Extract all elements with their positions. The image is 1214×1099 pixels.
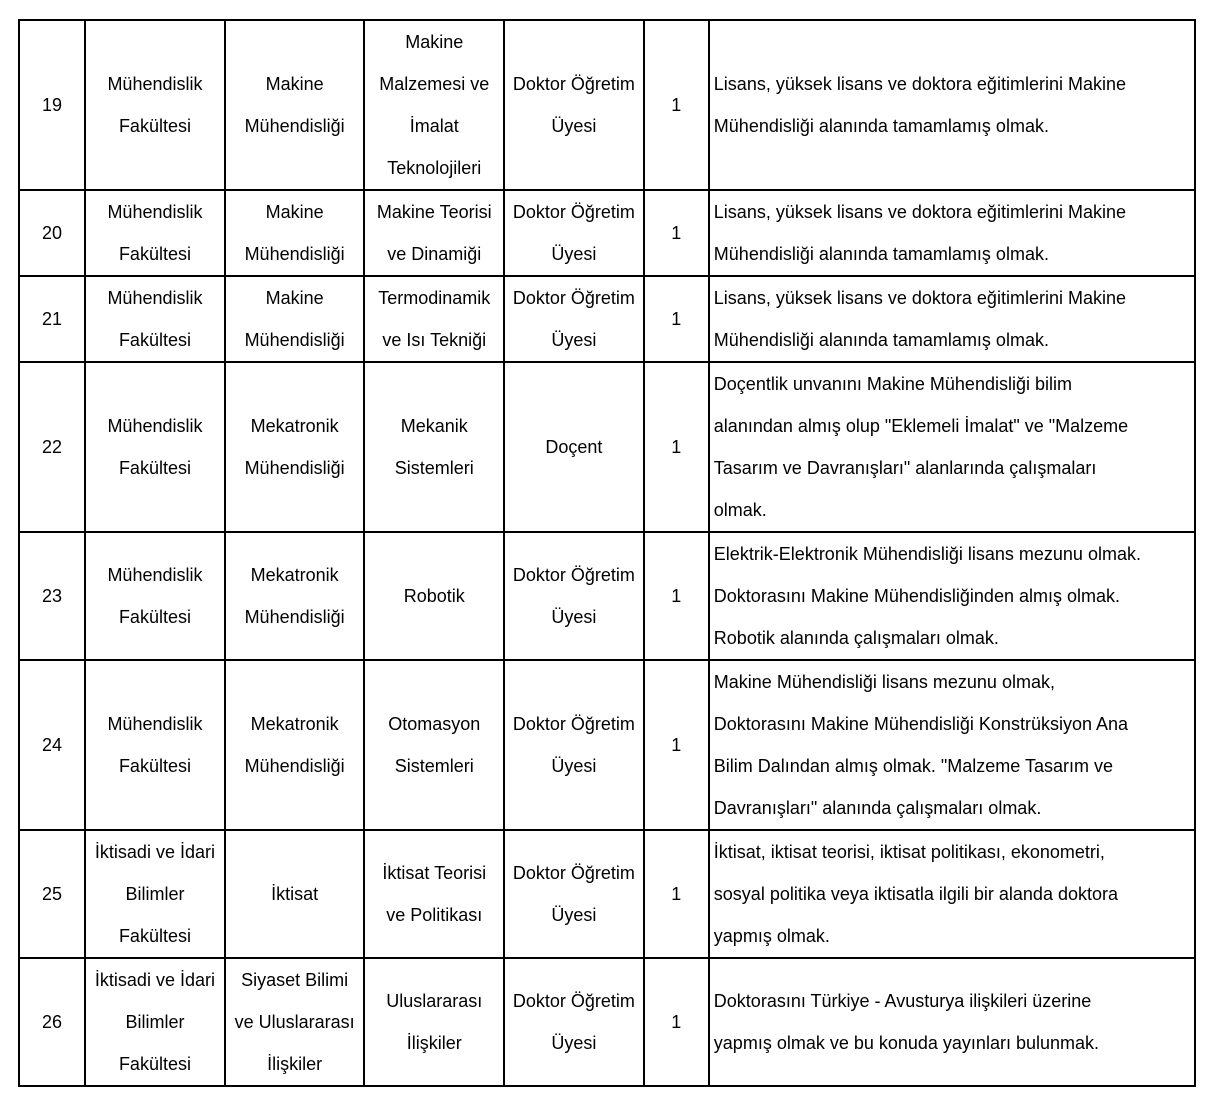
- faculty-line: Mühendislik: [107, 416, 203, 436]
- faculty-cell: [85, 958, 225, 1086]
- academic-title-cell: [504, 660, 644, 830]
- academic-title-line: Doktor Öğretim: [512, 863, 635, 883]
- field-cell: [364, 660, 504, 830]
- academic-title-line: Üyesi: [551, 607, 597, 627]
- academic-title-line: Doktor Öğretim: [512, 714, 635, 734]
- field-line: Makine Teorisi: [376, 202, 492, 222]
- field-line: ve Politikası: [386, 905, 483, 925]
- row-number-cell: 21: [19, 276, 85, 362]
- department-line: Mühendisliği: [244, 330, 345, 350]
- faculty-line: Mühendislik: [107, 714, 203, 734]
- faculty-line: Fakültesi: [118, 330, 191, 350]
- requirement-line: sosyal politika veya iktisatla ilgili bir alanda doktora: [713, 884, 1118, 904]
- row-number-cell: 20: [19, 190, 85, 276]
- field-cell: [364, 532, 504, 660]
- table-row: [19, 532, 1195, 660]
- table-row: [19, 660, 1195, 830]
- field-line: Sistemleri: [394, 458, 474, 478]
- academic-title-line: Üyesi: [551, 905, 597, 925]
- academic-title-line: Doktor Öğretim: [512, 74, 635, 94]
- faculty-line: Fakültesi: [118, 1054, 191, 1074]
- faculty-line: Fakültesi: [118, 756, 191, 776]
- department-line: Makine: [265, 74, 324, 94]
- requirement-cell: [709, 362, 1195, 532]
- faculty-line: Mühendislik: [107, 202, 203, 222]
- requirement-line: Doktorasını Makine Mühendisliğinden almış olmak.: [713, 586, 1120, 606]
- row-number-cell: 19: [19, 20, 85, 190]
- field-line: Termodinamik: [378, 288, 491, 308]
- row-number-cell: 25: [19, 830, 85, 958]
- department-cell: [225, 190, 365, 276]
- academic-title-line: Üyesi: [551, 116, 597, 136]
- department-line: Makine: [265, 202, 324, 222]
- table-row: [19, 190, 1195, 276]
- table-row: [19, 958, 1195, 1086]
- requirement-line: Tasarım ve Davranışları" alanlarında çalışmaları: [713, 458, 1097, 478]
- field-line: ve Dinamiği: [387, 244, 482, 264]
- department-line: Mekatronik: [250, 416, 339, 436]
- requirement-line: Lisans, yüksek lisans ve doktora eğitimlerini Makine: [713, 288, 1126, 308]
- department-cell: [225, 660, 365, 830]
- faculty-cell: [85, 660, 225, 830]
- faculty-line: Mühendislik: [107, 565, 203, 585]
- faculty-cell: [85, 362, 225, 532]
- department-line: Siyaset Bilimi: [241, 970, 349, 990]
- faculty-line: Fakültesi: [118, 116, 191, 136]
- field-line: İlişkiler: [406, 1033, 462, 1053]
- position-count-cell: 1: [644, 276, 709, 362]
- position-count-cell: 1: [644, 830, 709, 958]
- academic-title-cell: [504, 20, 644, 190]
- position-count-cell: 1: [644, 20, 709, 190]
- field-cell: [364, 190, 504, 276]
- field-line: Teknolojileri: [387, 158, 482, 178]
- requirement-line: Robotik alanında çalışmaları olmak.: [713, 628, 999, 648]
- faculty-line: Bilimler: [125, 884, 185, 904]
- field-cell: [364, 20, 504, 190]
- field-line: Malzemesi ve: [379, 74, 490, 94]
- field-line: ve Isı Tekniği: [382, 330, 487, 350]
- academic-title-line: Doktor Öğretim: [512, 202, 635, 222]
- department-cell: [225, 958, 365, 1086]
- faculty-line: Fakültesi: [118, 244, 191, 264]
- academic-title-cell: [504, 958, 644, 1086]
- academic-title-line: Üyesi: [551, 1033, 597, 1053]
- requirement-cell: [709, 958, 1195, 1086]
- requirement-line: Lisans, yüksek lisans ve doktora eğitimlerini Makine: [713, 202, 1126, 222]
- row-number-cell: 26: [19, 958, 85, 1086]
- department-cell: [225, 20, 365, 190]
- position-count-cell: 1: [644, 532, 709, 660]
- table-row: [19, 276, 1195, 362]
- requirement-line: Lisans, yüksek lisans ve doktora eğitimlerini Makine: [713, 74, 1126, 94]
- position-count-cell: 1: [644, 660, 709, 830]
- academic-title-line: Doktor Öğretim: [512, 288, 635, 308]
- field-cell: [364, 830, 504, 958]
- field-line: Sistemleri: [394, 756, 474, 776]
- table-row: [19, 362, 1195, 532]
- field-line: Mekanik: [400, 416, 468, 436]
- requirement-cell: [709, 190, 1195, 276]
- field-line: Otomasyon: [388, 714, 481, 734]
- academic-title-cell: [504, 276, 644, 362]
- department-line: Mühendisliği: [244, 458, 345, 478]
- department-cell: [225, 532, 365, 660]
- department-line: Mekatronik: [250, 565, 339, 585]
- academic-title-line: Doktor Öğretim: [512, 565, 635, 585]
- field-cell: [364, 362, 504, 532]
- faculty-cell: [85, 276, 225, 362]
- row-number-cell: 23: [19, 532, 85, 660]
- faculty-cell: [85, 190, 225, 276]
- requirement-line: Doçentlik unvanını Makine Mühendisliği bilim: [713, 374, 1072, 394]
- field-line: Makine: [405, 32, 464, 52]
- requirement-line: yapmış olmak.: [713, 926, 830, 946]
- faculty-line: İktisadi ve İdari: [94, 970, 215, 990]
- staff-positions-table: [18, 19, 1196, 1087]
- academic-title-cell: [504, 532, 644, 660]
- academic-title-cell: [504, 190, 644, 276]
- requirement-line: yapmış olmak ve bu konuda yayınları bulunmak.: [713, 1033, 1099, 1053]
- requirement-line: Davranışları" alanında çalışmaları olmak.: [713, 798, 1042, 818]
- requirement-line: olmak.: [713, 500, 767, 520]
- requirement-line: Doktorasını Makine Mühendisliği Konstrüksiyon Ana: [713, 714, 1129, 734]
- requirement-line: Bilim Dalından almış olmak. "Malzeme Tasarım ve: [713, 756, 1113, 776]
- row-number-cell: 22: [19, 362, 85, 532]
- requirement-line: İktisat, iktisat teorisi, iktisat politikası, ekonometri,: [713, 842, 1105, 862]
- requirement-line: Doktorasını Türkiye - Avusturya ilişkileri üzerine: [713, 991, 1092, 1011]
- table-row: [19, 20, 1195, 190]
- requirement-line: alanından almış olup "Eklemeli İmalat" ve "Malzeme: [713, 416, 1129, 436]
- faculty-line: Mühendislik: [107, 288, 203, 308]
- faculty-line: Fakültesi: [118, 458, 191, 478]
- requirement-cell: [709, 276, 1195, 362]
- position-count-cell: 1: [644, 958, 709, 1086]
- field-cell: [364, 276, 504, 362]
- department-line: Mühendisliği: [244, 244, 345, 264]
- department-cell: [225, 276, 365, 362]
- faculty-cell: [85, 20, 225, 190]
- department-line: Mühendisliği: [244, 607, 345, 627]
- field-line: İktisat Teorisi: [382, 863, 487, 883]
- department-line: Mekatronik: [250, 714, 339, 734]
- requirement-cell: [709, 660, 1195, 830]
- academic-title-cell: [504, 830, 644, 958]
- faculty-cell: [85, 532, 225, 660]
- academic-title-line: Doçent: [545, 437, 603, 457]
- faculty-line: Fakültesi: [118, 926, 191, 946]
- department-line: İlişkiler: [267, 1054, 323, 1074]
- requirement-cell: [709, 830, 1195, 958]
- field-line: Uluslararası: [386, 991, 483, 1011]
- table-body: [19, 20, 1195, 1086]
- row-number-cell: 24: [19, 660, 85, 830]
- table-row: [19, 830, 1195, 958]
- department-cell: [225, 830, 365, 958]
- department-line: ve Uluslararası: [234, 1012, 355, 1032]
- department-cell: [225, 362, 365, 532]
- requirement-line: Mühendisliği alanında tamamlamış olmak.: [713, 244, 1049, 264]
- academic-title-line: Üyesi: [551, 756, 597, 776]
- requirement-cell: [709, 20, 1195, 190]
- field-cell: [364, 958, 504, 1086]
- position-count-cell: 1: [644, 362, 709, 532]
- faculty-cell: [85, 830, 225, 958]
- faculty-line: İktisadi ve İdari: [94, 842, 215, 862]
- department-line: İktisat: [271, 884, 319, 904]
- field-line: Robotik: [403, 586, 465, 606]
- requirement-line: Elektrik-Elektronik Mühendisliği lisans mezunu olmak.: [713, 544, 1141, 564]
- requirement-line: Makine Mühendisliği lisans mezunu olmak,: [713, 672, 1055, 692]
- faculty-line: Bilimler: [125, 1012, 185, 1032]
- academic-title-line: Üyesi: [551, 330, 597, 350]
- academic-title-cell: [504, 362, 644, 532]
- department-line: Makine: [265, 288, 324, 308]
- department-line: Mühendisliği: [244, 116, 345, 136]
- requirement-line: Mühendisliği alanında tamamlamış olmak.: [713, 330, 1049, 350]
- requirement-line: Mühendisliği alanında tamamlamış olmak.: [713, 116, 1049, 136]
- field-line: İmalat: [409, 116, 459, 136]
- academic-title-line: Doktor Öğretim: [512, 991, 635, 1011]
- position-count-cell: 1: [644, 190, 709, 276]
- requirement-cell: [709, 532, 1195, 660]
- department-line: Mühendisliği: [244, 756, 345, 776]
- faculty-line: Fakültesi: [118, 607, 191, 627]
- faculty-line: Mühendislik: [107, 74, 203, 94]
- academic-title-line: Üyesi: [551, 244, 597, 264]
